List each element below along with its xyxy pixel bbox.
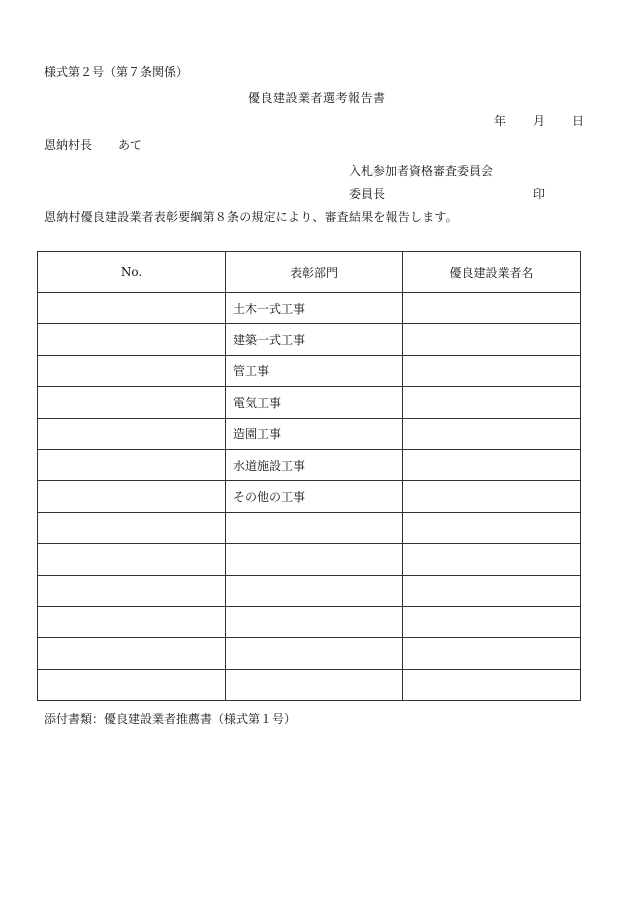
cell-award-category bbox=[226, 669, 403, 700]
table-row bbox=[38, 324, 581, 355]
cell-contractor-name bbox=[403, 293, 581, 324]
cell-contractor-name bbox=[403, 575, 581, 606]
cell-award-category: 電気工事 bbox=[226, 387, 403, 418]
cell-no bbox=[38, 638, 226, 669]
cell-no bbox=[38, 606, 226, 637]
table-row bbox=[38, 575, 581, 606]
table-row bbox=[38, 669, 581, 700]
cell-award-category bbox=[226, 512, 403, 543]
cell-award-category bbox=[226, 575, 403, 606]
cell-no bbox=[38, 512, 226, 543]
cell-contractor-name bbox=[403, 669, 581, 700]
date-year-label: 年 bbox=[493, 114, 506, 128]
header-contractor-name: 優良建設業者名 bbox=[403, 252, 581, 293]
cell-contractor-name bbox=[403, 481, 581, 512]
table-row bbox=[38, 606, 581, 637]
date-line bbox=[494, 115, 584, 127]
cell-contractor-name bbox=[403, 355, 581, 386]
table-header-row bbox=[38, 252, 581, 293]
addressee bbox=[44, 139, 142, 151]
cell-no bbox=[38, 449, 226, 480]
cell-no bbox=[38, 324, 226, 355]
cell-no bbox=[38, 418, 226, 449]
committee-name: 入札参加者資格審査委員会 bbox=[349, 164, 494, 178]
cell-award-category: その他の工事 bbox=[226, 481, 403, 512]
cell-contractor-name bbox=[403, 606, 581, 637]
cell-contractor-name bbox=[403, 418, 581, 449]
date-day-label: 日 bbox=[571, 114, 584, 128]
cell-award-category: 管工事 bbox=[226, 355, 403, 386]
cell-no bbox=[38, 355, 226, 386]
report-statement: 恩納村優良建設業者表彰要綱第８条の規定により、審査結果を報告します。 bbox=[44, 210, 458, 224]
table-row bbox=[38, 418, 581, 449]
table-row bbox=[38, 512, 581, 543]
form-number: 様式第２号（第７条関係） bbox=[44, 65, 189, 79]
cell-contractor-name bbox=[403, 638, 581, 669]
date-month-label: 月 bbox=[532, 114, 545, 128]
cell-award-category bbox=[226, 544, 403, 575]
table-row bbox=[38, 449, 581, 480]
cell-award-category: 建築一式工事 bbox=[226, 324, 403, 355]
cell-contractor-name bbox=[403, 512, 581, 543]
seal-mark: 印 bbox=[533, 187, 546, 201]
cell-no bbox=[38, 669, 226, 700]
cell-no bbox=[38, 481, 226, 512]
cell-contractor-name bbox=[403, 324, 581, 355]
cell-award-category: 造園工事 bbox=[226, 418, 403, 449]
addressee-name: 恩納村長 bbox=[44, 138, 93, 152]
addressee-suffix: あて bbox=[118, 138, 143, 152]
cell-no bbox=[38, 575, 226, 606]
attachment-note: 添付書類：優良建設業者推薦書（様式第１号） bbox=[44, 712, 297, 726]
cell-no bbox=[38, 293, 226, 324]
cell-contractor-name bbox=[403, 387, 581, 418]
table-row bbox=[38, 638, 581, 669]
report-table bbox=[37, 251, 581, 701]
table-row bbox=[38, 544, 581, 575]
chair-label: 委員長 bbox=[349, 187, 386, 201]
cell-award-category bbox=[226, 606, 403, 637]
table-row bbox=[38, 355, 581, 386]
header-award-category: 表彰部門 bbox=[226, 252, 403, 293]
cell-award-category bbox=[226, 638, 403, 669]
document-title: 優良建設業者選考報告書 bbox=[248, 91, 386, 105]
table-row bbox=[38, 481, 581, 512]
table-row bbox=[38, 293, 581, 324]
cell-contractor-name bbox=[403, 544, 581, 575]
cell-no bbox=[38, 387, 226, 418]
cell-contractor-name bbox=[403, 449, 581, 480]
table-row bbox=[38, 387, 581, 418]
cell-no bbox=[38, 544, 226, 575]
cell-award-category: 水道施設工事 bbox=[226, 449, 403, 480]
cell-award-category: 土木一式工事 bbox=[226, 293, 403, 324]
header-no: No. bbox=[38, 252, 226, 293]
